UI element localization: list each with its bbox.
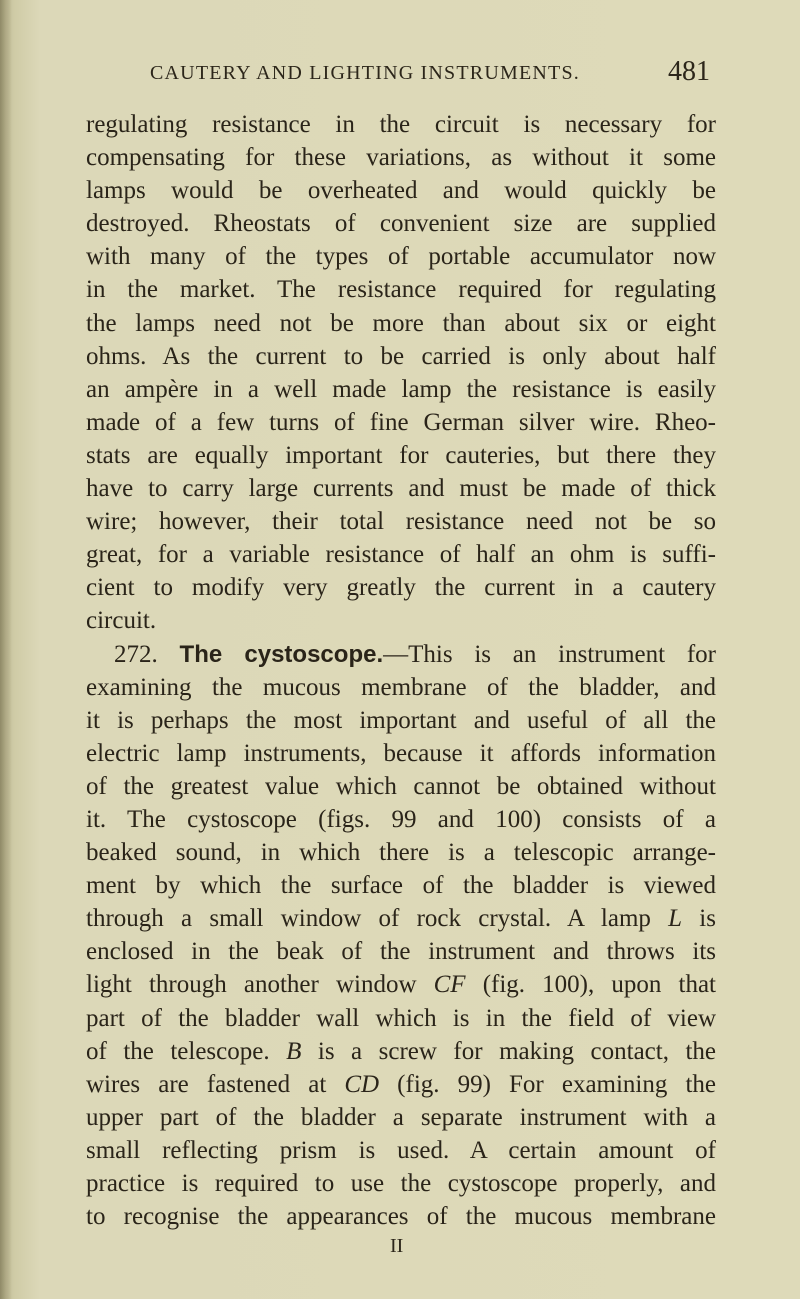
text-segment: (fig. 99) For examining the	[379, 1070, 716, 1098]
text-line: it. The cystoscope (figs. 99 and 100) consists of a	[86, 805, 716, 833]
text-line: cient to modify very greatly the current in a cautery	[86, 574, 716, 602]
section-heading-line	[86, 638, 716, 671]
text-line: upper part of the bladder a separate instrument with a	[86, 1103, 716, 1131]
body-text	[86, 108, 716, 1233]
text-segment: through a small window of rock crystal. A lamp	[86, 905, 669, 933]
page-number: 481	[668, 56, 710, 87]
text-segment: light through another window	[86, 971, 434, 999]
text-segment: of the telescope.	[86, 1037, 287, 1065]
text-line: it is perhaps the most important and useful of all the	[86, 706, 716, 734]
section-number: 272.	[114, 640, 158, 668]
text-line: examining the mucous membrane of the bladder, and	[86, 673, 716, 701]
text-line: part of the bladder wall which is in the field of view	[86, 1004, 716, 1032]
section-first-line: —This is an instrument for	[383, 640, 717, 668]
text-line-cf	[86, 968, 716, 1001]
text-segment: (fig. 100), upon that	[465, 971, 716, 999]
text-line-cd	[86, 1068, 716, 1101]
text-line: have to carry large currents and must be made of thick	[86, 475, 716, 503]
text-line: made of a few turns of fine German silver wire. Rheo-	[86, 408, 716, 436]
text-line: in the market. The resistance required for regulating	[86, 276, 716, 304]
text-segment: is a screw for making contact, the	[301, 1037, 717, 1065]
symbol-CD: CD	[344, 1070, 380, 1098]
text-line: ment by which the surface of the bladder is viewed	[86, 872, 716, 900]
symbol-L: L	[668, 905, 683, 933]
text-line: ohms. As the current to be carried is only about half	[86, 342, 716, 370]
gutter-shadow	[0, 0, 12, 1299]
symbol-CF: CF	[433, 971, 466, 999]
text-line: great, for a variable resistance of half an ohm is suffi-	[86, 541, 716, 569]
text-line-lamp	[86, 902, 716, 935]
running-head	[150, 56, 710, 92]
text-line: regulating resistance in the circuit is necessary for	[86, 111, 716, 138]
text-line: compensating for these variations, as without it some	[86, 144, 716, 172]
signature-mark: II	[390, 1235, 404, 1257]
text-segment: wires are fastened at	[86, 1070, 345, 1098]
text-line: destroyed. Rheostats of convenient size are supplied	[86, 210, 716, 238]
text-line: beaked sound, in which there is a telescopic arrange-	[86, 839, 716, 867]
text-line: electric lamp instruments, because it affords information	[86, 739, 716, 767]
text-line: an ampère in a well made lamp the resistance is easily	[86, 375, 716, 403]
text-line: wire; however, their total resistance need not be so	[86, 508, 716, 536]
text-line: stats are equally important for cauteries, but there they	[86, 441, 716, 469]
text-line: with many of the types of portable accumulator now	[86, 243, 716, 271]
text-line: lamps would be overheated and would quickly be	[86, 177, 716, 205]
text-line-b	[86, 1035, 716, 1068]
text-line: the lamps need not be more than about six or eight	[86, 309, 716, 337]
symbol-B: B	[286, 1037, 302, 1065]
text-line: practice is required to use the cystoscope properly, and	[86, 1170, 716, 1197]
text-line: small reflecting prism is used. A certain amount of	[86, 1136, 716, 1164]
text-line: of the greatest value which cannot be obtained without	[86, 772, 716, 800]
running-head-title: CAUTERY AND LIGHTING INSTRUMENTS.	[150, 62, 580, 84]
text-segment: is	[682, 905, 716, 933]
text-line: circuit.	[86, 607, 157, 635]
text-line: enclosed in the beak of the instrument and throws its	[86, 938, 716, 966]
section-heading: The cystoscope.	[179, 640, 384, 668]
text-line: to recognise the appearances of the mucous membrane	[86, 1203, 716, 1231]
